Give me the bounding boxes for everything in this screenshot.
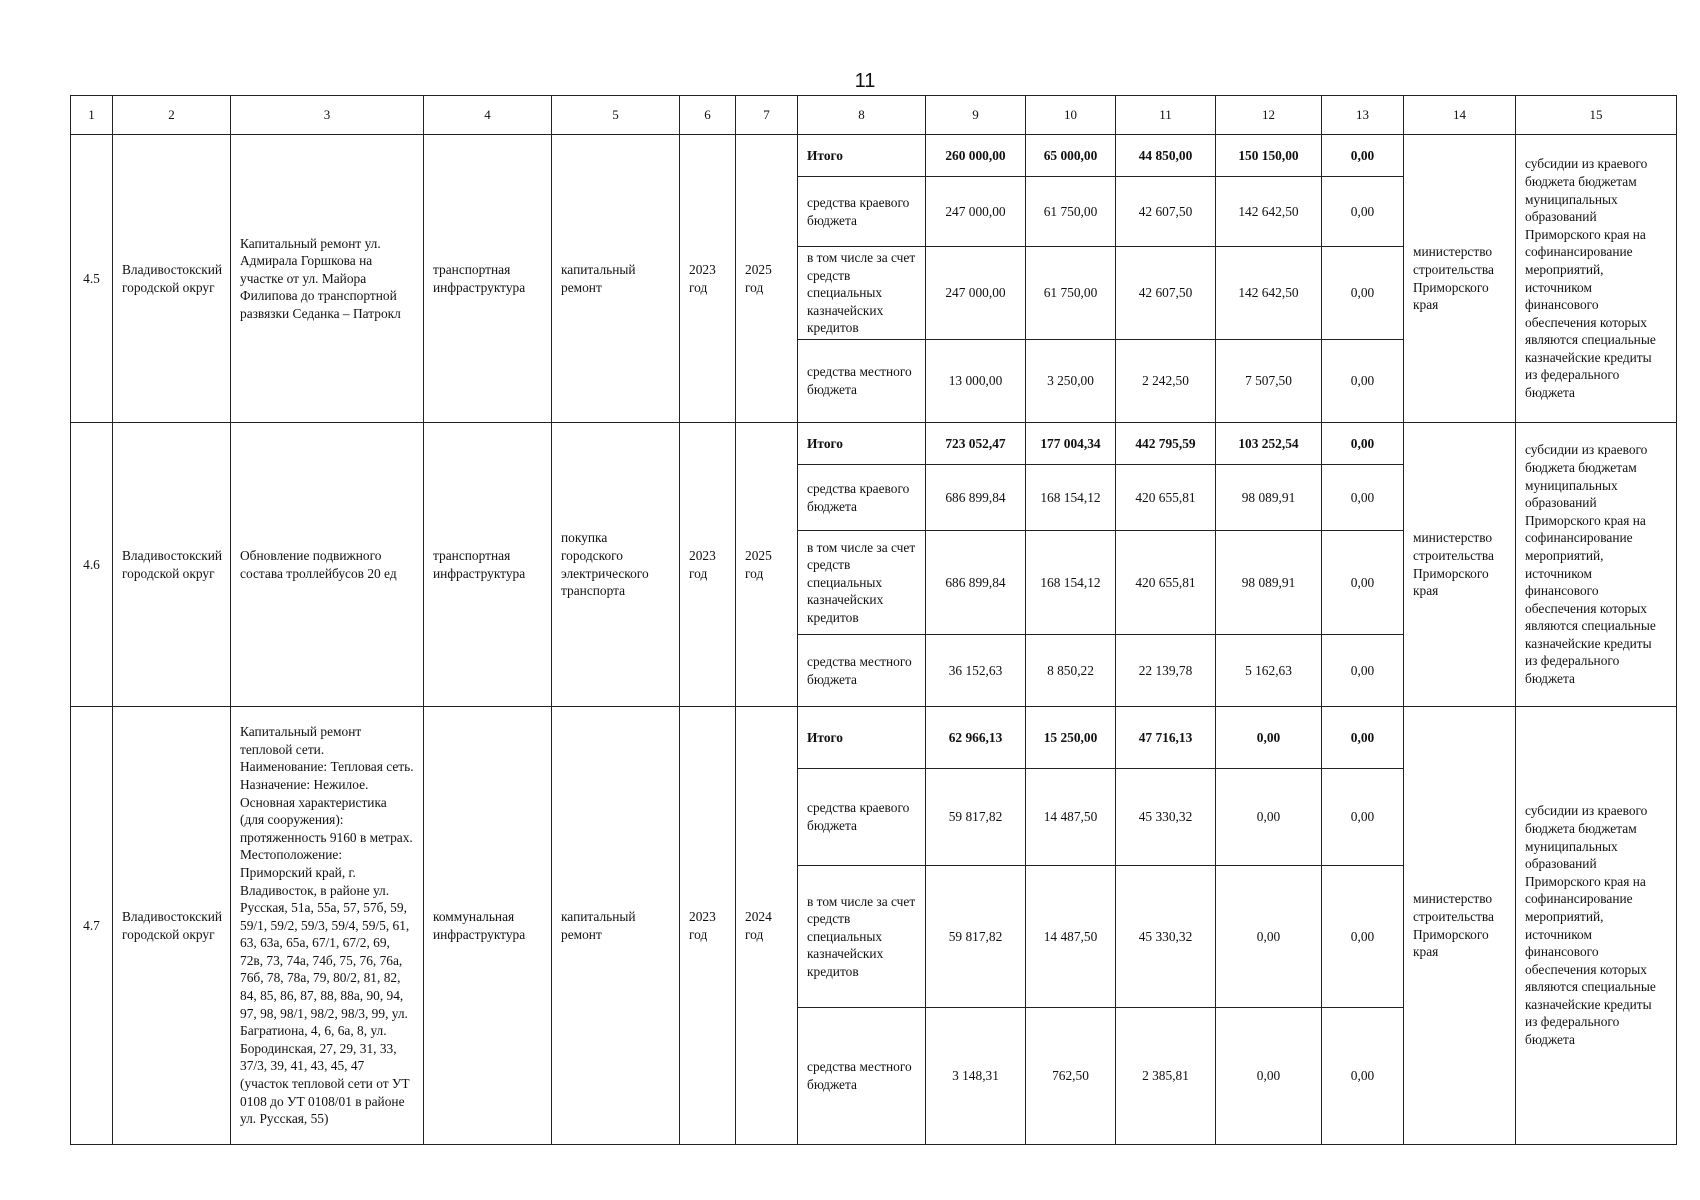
value-cell: 61 750,00 bbox=[1026, 177, 1116, 247]
start-year-cell: 2023 год bbox=[680, 135, 736, 423]
value-cell: 2 242,50 bbox=[1116, 340, 1216, 423]
value-cell: 0,00 bbox=[1322, 177, 1404, 247]
note-cell: субсидии из краевого бюджета бюджетам муниципальных образований Приморского края на софинансирование мероприятий, источником финансового обеспечения которых являются специальные казначейские кредиты из федерального бюджета bbox=[1516, 707, 1677, 1145]
value-cell: 103 252,54 bbox=[1216, 423, 1322, 465]
column-header: 8 bbox=[798, 96, 926, 135]
row-number: 4.7 bbox=[71, 707, 113, 1145]
start-year-cell: 2023 год bbox=[680, 707, 736, 1145]
value-cell: 0,00 bbox=[1322, 769, 1404, 866]
value-cell: 45 330,32 bbox=[1116, 769, 1216, 866]
object-cell: Капитальный ремонт ул. Адмирала Горшкова на участке от ул. Майора Филипова до транспортной развязки Седанка – Патрокл bbox=[231, 135, 424, 423]
value-cell: 42 607,50 bbox=[1116, 177, 1216, 247]
value-cell: 42 607,50 bbox=[1116, 247, 1216, 340]
column-header: 3 bbox=[231, 96, 424, 135]
note-cell: субсидии из краевого бюджета бюджетам муниципальных образований Приморского края на софинансирование мероприятий, источником финансового обеспечения которых являются специальные казначейские кредиты из федерального бюджета bbox=[1516, 423, 1677, 707]
table-row bbox=[71, 707, 1677, 769]
ministry-cell: министерство строительства Приморского края bbox=[1404, 423, 1516, 707]
funding-label: средства краевого бюджета bbox=[798, 769, 926, 866]
column-header: 4 bbox=[424, 96, 552, 135]
value-cell: 8 850,22 bbox=[1026, 635, 1116, 707]
value-cell: 762,50 bbox=[1026, 1008, 1116, 1145]
column-header: 7 bbox=[736, 96, 798, 135]
column-header: 6 bbox=[680, 96, 736, 135]
value-cell: 0,00 bbox=[1322, 707, 1404, 769]
value-cell: 0,00 bbox=[1322, 340, 1404, 423]
funding-label-total: Итого bbox=[798, 707, 926, 769]
start-year-cell: 2023 год bbox=[680, 423, 736, 707]
value-cell: 0,00 bbox=[1322, 1008, 1404, 1145]
value-cell: 686 899,84 bbox=[926, 465, 1026, 531]
value-cell: 0,00 bbox=[1322, 635, 1404, 707]
value-cell: 420 655,81 bbox=[1116, 465, 1216, 531]
value-cell: 168 154,12 bbox=[1026, 531, 1116, 635]
value-cell: 7 507,50 bbox=[1216, 340, 1322, 423]
value-cell: 0,00 bbox=[1322, 866, 1404, 1008]
work-type-cell: капитальный ремонт bbox=[552, 135, 680, 423]
value-cell: 260 000,00 bbox=[926, 135, 1026, 177]
value-cell: 0,00 bbox=[1322, 423, 1404, 465]
value-cell: 2 385,81 bbox=[1116, 1008, 1216, 1145]
table-row bbox=[71, 423, 1677, 465]
value-cell: 142 642,50 bbox=[1216, 177, 1322, 247]
column-header: 15 bbox=[1516, 96, 1677, 135]
value-cell: 47 716,13 bbox=[1116, 707, 1216, 769]
funding-label: в том числе за счет средств специальных казначейских кредитов bbox=[798, 866, 926, 1008]
value-cell: 0,00 bbox=[1322, 531, 1404, 635]
row-number: 4.6 bbox=[71, 423, 113, 707]
object-cell: Обновление подвижного состава троллейбусов 20 ед bbox=[231, 423, 424, 707]
work-type-cell: покупка городского электрического транспорта bbox=[552, 423, 680, 707]
funding-label: средства местного бюджета bbox=[798, 340, 926, 423]
value-cell: 0,00 bbox=[1216, 866, 1322, 1008]
municipality-cell: Владивостокский городской округ bbox=[113, 707, 231, 1145]
funding-label: средства местного бюджета bbox=[798, 635, 926, 707]
municipality-cell: Владивостокский городской округ bbox=[113, 423, 231, 707]
object-cell: Капитальный ремонт тепловой сети. Наименование: Тепловая сеть. Назначение: Нежилое. Основная характеристика (для сооружения): протяженность 9160 в метрах. Местоположение: Приморский край, г. Владивосток, в районе ул. Русская, 51а, 55а, 57, 57б, 59, 59/1, 59/2, 59/3, 59/4, 59/5, 61, 63, 63а, 65а, 67/1, 67/2, 69, 72в, 73, 74а, 74б, 75, 76, 76а, 76б, 78, 78а, 79, 80/2, 81, 82, 84, 85, 86, 87, 88, 88а, 90, 94, 97, 98, 98/1, 98/2, 98/3, 99, ул. Багратиона, 4, 6, 6а, 8, ул. Бородинская, 27, 29, 31, 33, 37/3, 39, 41, 43, 45, 47 (участок тепловой сети от УТ 0108 до УТ 0108/01 в районе ул. Русская, 55) bbox=[231, 707, 424, 1145]
value-cell: 36 152,63 bbox=[926, 635, 1026, 707]
sphere-cell: транспортная инфраструктура bbox=[424, 423, 552, 707]
funding-label-total: Итого bbox=[798, 135, 926, 177]
municipality-cell: Владивостокский городской округ bbox=[113, 135, 231, 423]
column-header: 14 bbox=[1404, 96, 1516, 135]
funding-label: средства краевого бюджета bbox=[798, 177, 926, 247]
value-cell: 65 000,00 bbox=[1026, 135, 1116, 177]
funding-label: в том числе за счет средств специальных казначейских кредитов bbox=[798, 247, 926, 340]
end-year-cell: 2025 год bbox=[736, 423, 798, 707]
value-cell: 3 148,31 bbox=[926, 1008, 1026, 1145]
value-cell: 177 004,34 bbox=[1026, 423, 1116, 465]
value-cell: 0,00 bbox=[1216, 1008, 1322, 1145]
value-cell: 3 250,00 bbox=[1026, 340, 1116, 423]
column-header: 1 bbox=[71, 96, 113, 135]
value-cell: 247 000,00 bbox=[926, 247, 1026, 340]
funding-label: средства местного бюджета bbox=[798, 1008, 926, 1145]
value-cell: 442 795,59 bbox=[1116, 423, 1216, 465]
value-cell: 62 966,13 bbox=[926, 707, 1026, 769]
column-header: 5 bbox=[552, 96, 680, 135]
column-header: 12 bbox=[1216, 96, 1322, 135]
end-year-cell: 2024 год bbox=[736, 707, 798, 1145]
value-cell: 59 817,82 bbox=[926, 866, 1026, 1008]
end-year-cell: 2025 год bbox=[736, 135, 798, 423]
value-cell: 14 487,50 bbox=[1026, 769, 1116, 866]
value-cell: 98 089,91 bbox=[1216, 465, 1322, 531]
column-header: 2 bbox=[113, 96, 231, 135]
column-number-row bbox=[71, 96, 1677, 135]
note-cell: субсидии из краевого бюджета бюджетам муниципальных образований Приморского края на софинансирование мероприятий, источником финансового обеспечения которых являются специальные казначейские кредиты из федерального бюджета bbox=[1516, 135, 1677, 423]
funding-label: в том числе за счет средств специальных казначейских кредитов bbox=[798, 531, 926, 635]
value-cell: 150 150,00 bbox=[1216, 135, 1322, 177]
ministry-cell: министерство строительства Приморского края bbox=[1404, 707, 1516, 1145]
value-cell: 0,00 bbox=[1216, 769, 1322, 866]
value-cell: 44 850,00 bbox=[1116, 135, 1216, 177]
table-row bbox=[71, 135, 1677, 177]
ministry-cell: министерство строительства Приморского края bbox=[1404, 135, 1516, 423]
value-cell: 168 154,12 bbox=[1026, 465, 1116, 531]
value-cell: 142 642,50 bbox=[1216, 247, 1322, 340]
row-number: 4.5 bbox=[71, 135, 113, 423]
value-cell: 0,00 bbox=[1322, 135, 1404, 177]
page-number: 11 bbox=[854, 70, 876, 92]
value-cell: 45 330,32 bbox=[1116, 866, 1216, 1008]
column-header: 10 bbox=[1026, 96, 1116, 135]
value-cell: 420 655,81 bbox=[1116, 531, 1216, 635]
value-cell: 5 162,63 bbox=[1216, 635, 1322, 707]
funding-label: средства краевого бюджета bbox=[798, 465, 926, 531]
sphere-cell: коммунальная инфраструктура bbox=[424, 707, 552, 1145]
value-cell: 247 000,00 bbox=[926, 177, 1026, 247]
value-cell: 22 139,78 bbox=[1116, 635, 1216, 707]
value-cell: 686 899,84 bbox=[926, 531, 1026, 635]
column-header: 11 bbox=[1116, 96, 1216, 135]
value-cell: 13 000,00 bbox=[926, 340, 1026, 423]
value-cell: 0,00 bbox=[1216, 707, 1322, 769]
column-header: 9 bbox=[926, 96, 1026, 135]
value-cell: 723 052,47 bbox=[926, 423, 1026, 465]
value-cell: 61 750,00 bbox=[1026, 247, 1116, 340]
value-cell: 98 089,91 bbox=[1216, 531, 1322, 635]
work-type-cell: капитальный ремонт bbox=[552, 707, 680, 1145]
value-cell: 0,00 bbox=[1322, 247, 1404, 340]
value-cell: 14 487,50 bbox=[1026, 866, 1116, 1008]
sphere-cell: транспортная инфраструктура bbox=[424, 135, 552, 423]
value-cell: 0,00 bbox=[1322, 465, 1404, 531]
budget-table bbox=[70, 95, 1677, 1145]
value-cell: 15 250,00 bbox=[1026, 707, 1116, 769]
funding-label-total: Итого bbox=[798, 423, 926, 465]
value-cell: 59 817,82 bbox=[926, 769, 1026, 866]
column-header: 13 bbox=[1322, 96, 1404, 135]
